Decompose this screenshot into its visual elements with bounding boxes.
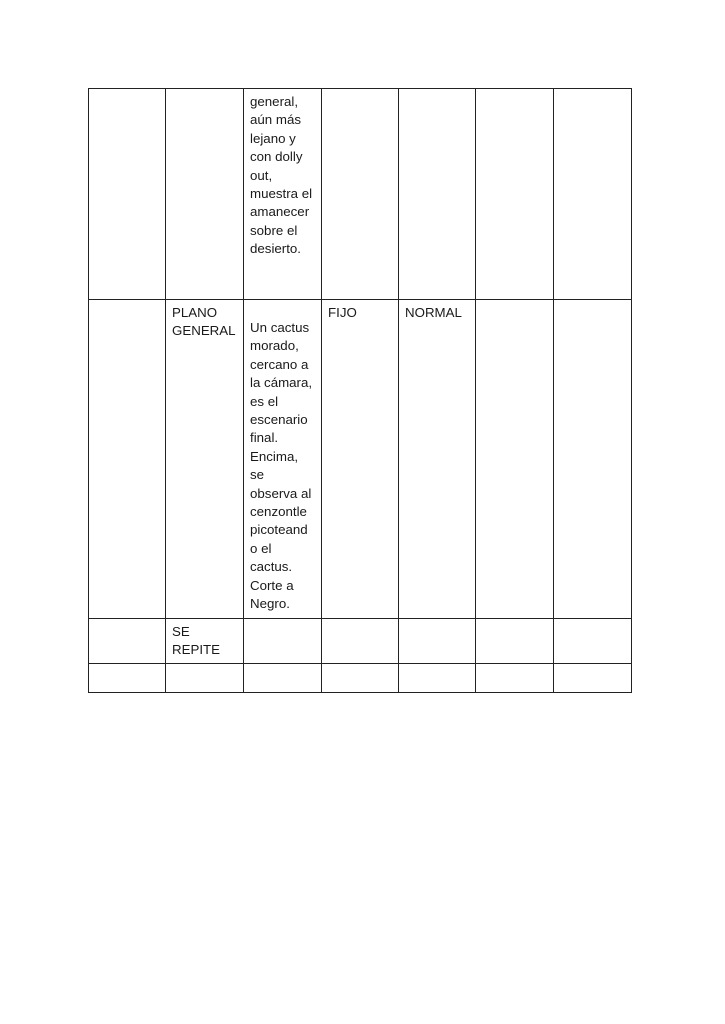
description-line: la cámara, bbox=[250, 375, 313, 391]
description-cell bbox=[244, 89, 322, 300]
table-cell bbox=[554, 300, 632, 619]
table-cell bbox=[476, 89, 554, 300]
table-cell bbox=[554, 89, 632, 300]
table-cell bbox=[476, 618, 554, 664]
table-row bbox=[89, 300, 632, 619]
description-line: o el cactus. bbox=[250, 540, 293, 575]
table-cell bbox=[89, 618, 166, 664]
description-line: out, bbox=[250, 167, 273, 183]
table-cell bbox=[166, 664, 244, 693]
description-line: escenario bbox=[250, 412, 308, 428]
description-line: Corte a bbox=[250, 577, 294, 593]
description-line: Negro. bbox=[250, 596, 290, 612]
table-cell bbox=[399, 664, 476, 693]
camera-movement-cell: FIJO bbox=[322, 300, 399, 619]
table-cell bbox=[322, 618, 399, 664]
description-line: amanecer bbox=[250, 204, 310, 220]
shot-type-cell: PLANO GENERAL bbox=[166, 300, 244, 619]
description-text bbox=[250, 304, 315, 614]
table-row bbox=[89, 664, 632, 693]
description-line: aún más bbox=[250, 112, 301, 128]
table-cell bbox=[89, 89, 166, 300]
table-cell bbox=[89, 300, 166, 619]
table-cell bbox=[554, 618, 632, 664]
description-text bbox=[250, 93, 315, 259]
storyboard-table bbox=[88, 88, 632, 693]
table-cell bbox=[322, 664, 399, 693]
table-cell bbox=[322, 89, 399, 300]
description-line: lejano y bbox=[250, 130, 296, 146]
table-cell bbox=[244, 618, 322, 664]
description-line: general, bbox=[250, 94, 299, 109]
description-cell bbox=[244, 300, 322, 619]
description-line: es el bbox=[250, 393, 279, 409]
description-line: picoteand bbox=[250, 522, 308, 538]
camera-angle-cell: NORMAL bbox=[399, 300, 476, 619]
description-line: Encima, se bbox=[250, 448, 299, 483]
table-cell bbox=[244, 664, 322, 693]
description-line: sobre el bbox=[250, 222, 298, 238]
table-cell bbox=[476, 300, 554, 619]
table-cell bbox=[89, 664, 166, 693]
table-cell bbox=[399, 89, 476, 300]
table-cell bbox=[399, 618, 476, 664]
shot-type-cell: SE REPITE bbox=[166, 618, 244, 664]
table-cell bbox=[554, 664, 632, 693]
description-line: final. bbox=[250, 430, 279, 446]
description-line: desierto. bbox=[250, 241, 301, 257]
description-line: cercano a bbox=[250, 356, 309, 372]
table-cell bbox=[166, 89, 244, 300]
description-line: cenzontle bbox=[250, 504, 307, 520]
table-row bbox=[89, 618, 632, 664]
description-line: muestra el bbox=[250, 186, 313, 202]
description-line: observa al bbox=[250, 485, 312, 501]
table-row bbox=[89, 89, 632, 300]
table-cell bbox=[476, 664, 554, 693]
description-line: Un cactus bbox=[250, 320, 310, 335]
description-line: morado, bbox=[250, 338, 299, 354]
description-line: con dolly bbox=[250, 149, 303, 165]
